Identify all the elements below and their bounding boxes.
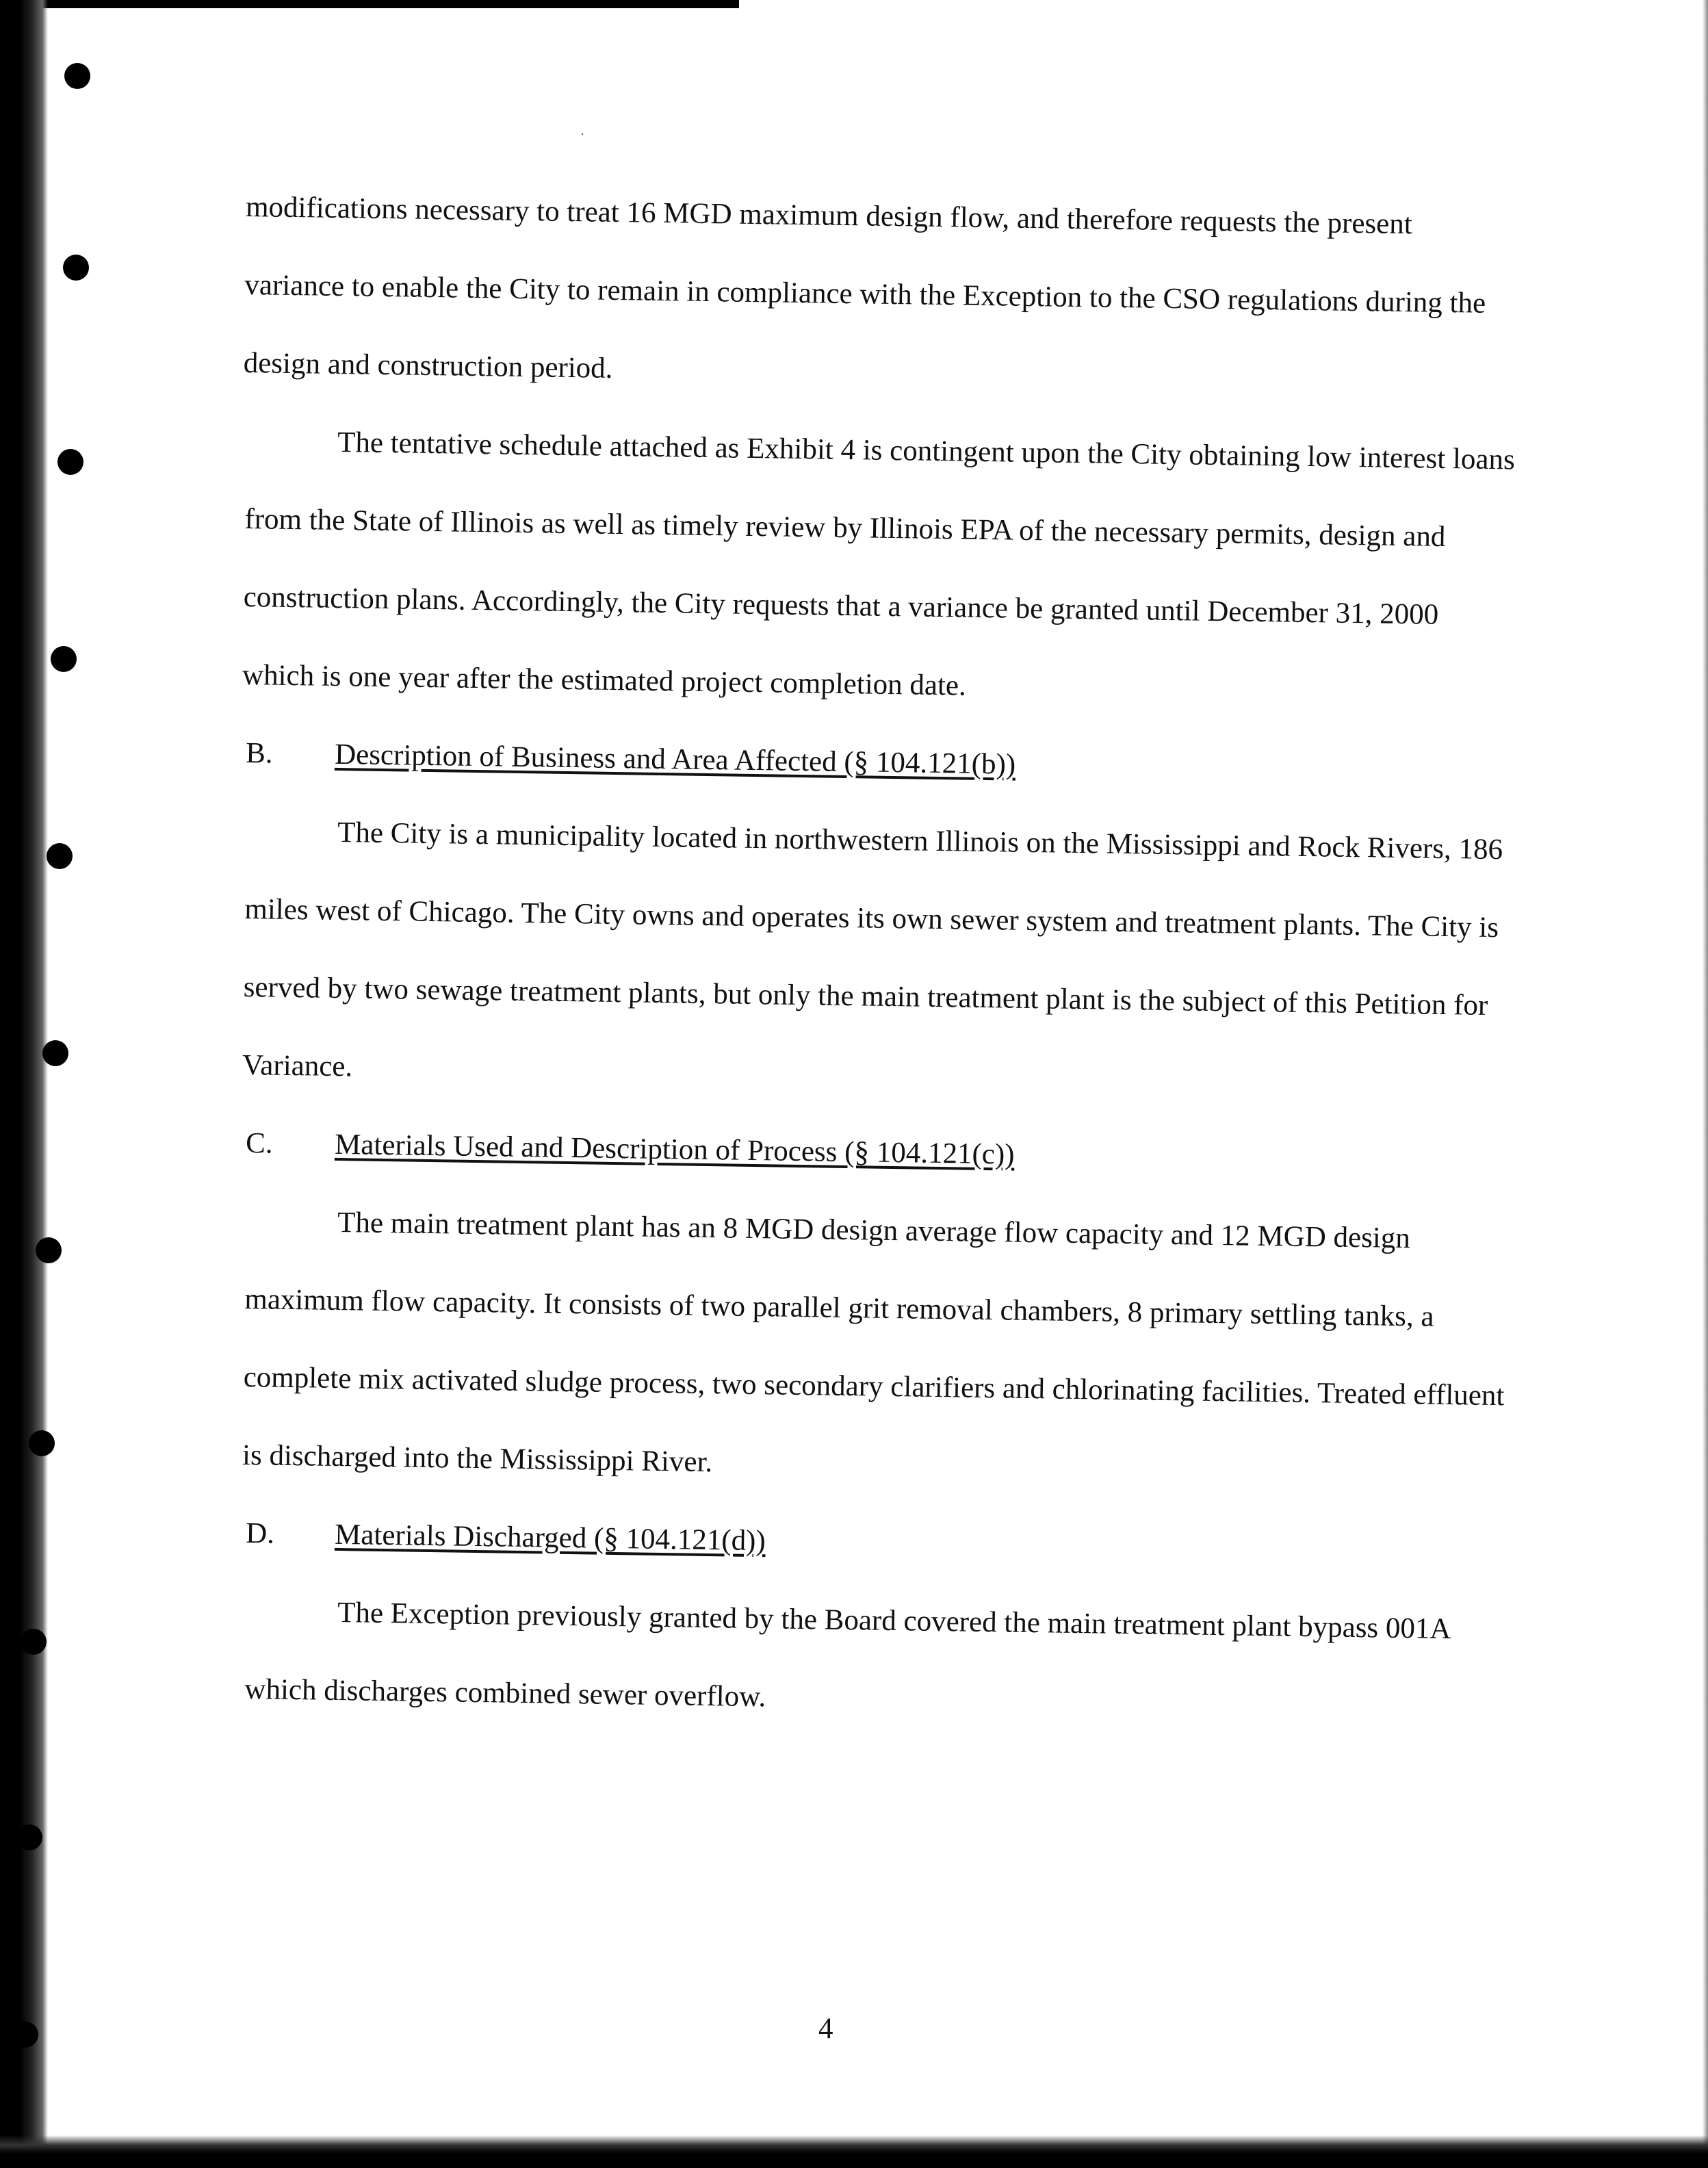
document-body <box>242 168 1519 1729</box>
binder-hole <box>12 2022 38 2048</box>
scan-right-edge <box>1703 0 1708 2168</box>
binder-hole <box>57 449 83 475</box>
binder-hole <box>42 1040 68 1066</box>
section-letter: C. <box>245 1126 273 1160</box>
binder-hole <box>47 843 73 869</box>
binder-hole <box>64 63 90 89</box>
paragraph-continuation: modifications necessary to treat 16 MGD maximum design flow, and therefore requests the present variance to enable the City to remain in compliance with the Exception to the CSO regulations during the design and construction period. <box>243 190 1486 385</box>
paragraph-schedule: The tentative schedule attached as Exhibit 4 is contingent upon the City obtaining low interest loans from the State of Illinois as well as timely review by Illinois EPA of the necessary permits, design and construction plans. Accordingly, the City requests that a variance be granted until December 31, 2000 which is one year after the estimated project completion date. <box>242 426 1516 702</box>
binder-hole <box>16 1824 42 1850</box>
binder-hole <box>21 1629 47 1655</box>
binder-hole <box>51 646 77 672</box>
scan-bottom-edge <box>0 2135 1708 2168</box>
section-body-c: The main treatment plant has an 8 MGD design average flow capacity and 12 MGD design maximum flow capacity. It consists of two parallel grit removal chambers, 8 primary settling tanks, a complete mix activated sludge process, two secondary clarifiers and chlorinating facilities. Treated effluent is discharged into the Mississippi River. <box>242 1206 1505 1479</box>
section-letter: B. <box>245 736 273 770</box>
page-number: 4 <box>818 2013 833 2045</box>
section-title: Materials Discharged (§ 104.121(d)) <box>334 1518 766 1558</box>
section-title: Materials Used and Description of Process (§ 104.121(c)) <box>334 1128 1015 1171</box>
binder-hole <box>29 1430 55 1456</box>
scan-speck: · <box>580 127 584 141</box>
section-body-d: The Exception previously granted by the Board covered the main treatment plant bypass 001A which discharges combined sewer overflow. <box>244 1596 1450 1714</box>
section-title: Description of Business and Area Affected (§ 104.121(b)) <box>334 738 1016 781</box>
section-body-b: The City is a municipality located in northwestern Illinois on the Mississippi and Rock Rivers, 186 miles west of Chicago. The City owns and operates its own sewer system and treatment plants. The City is served by two sewage treatment plants, but only the main treatment plant is the subject of this Petition for Variance. <box>242 816 1503 1083</box>
binder-hole <box>63 255 89 281</box>
binder-hole <box>36 1237 62 1263</box>
scan-top-edge <box>0 0 739 8</box>
section-letter: D. <box>245 1517 275 1550</box>
